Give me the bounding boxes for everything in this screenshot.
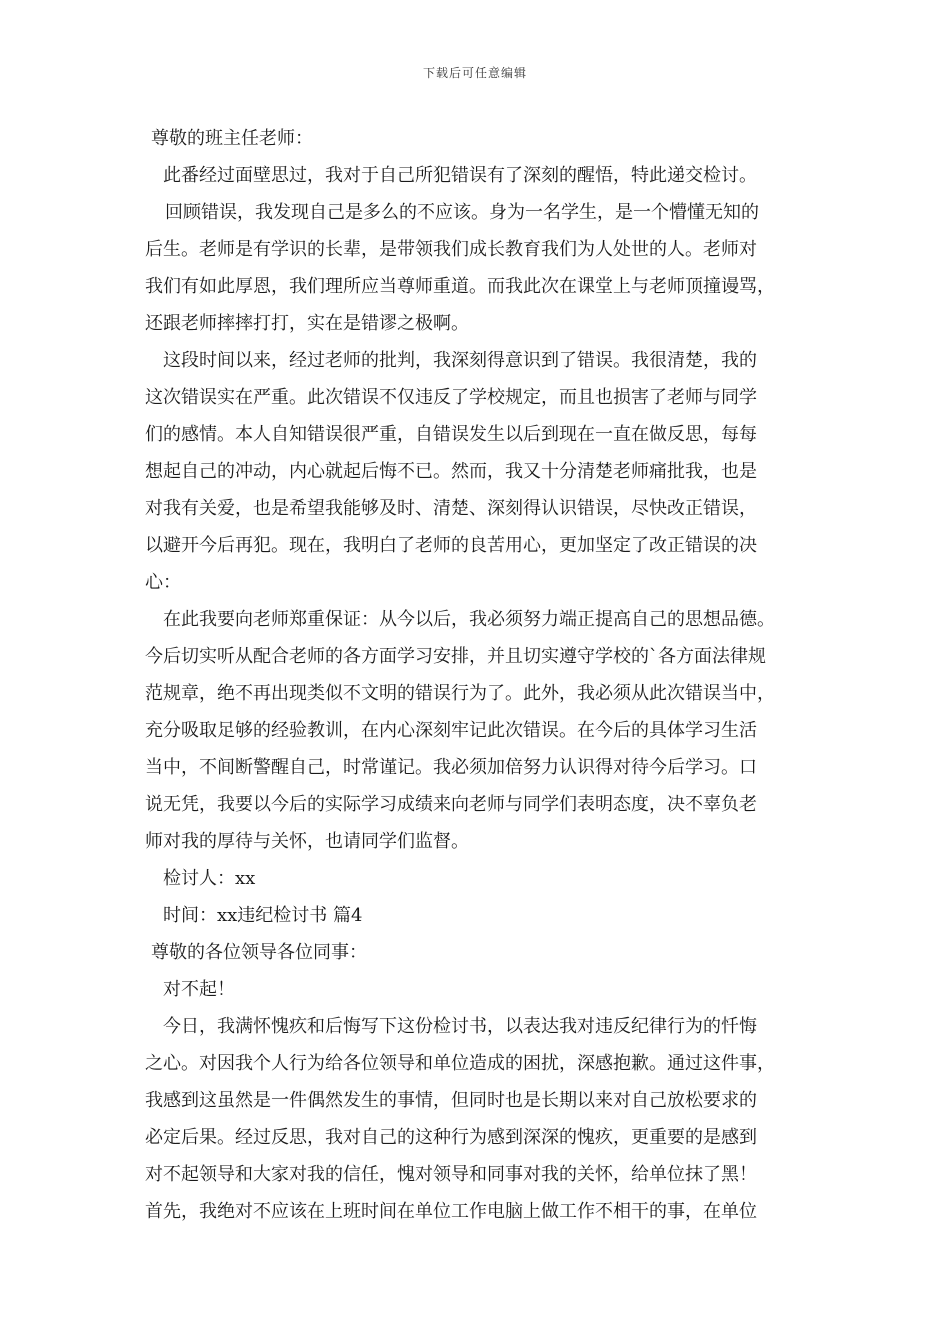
text-line: 充分吸取足够的经验教训，在内心深刻牢记此次错误。在今后的具体学习生活 <box>145 720 757 741</box>
text-line: 这段时间以来，经过老师的批判，我深刻得意识到了错误。我很清楚，我的 <box>163 350 757 371</box>
text-line: 当中，不间断警醒自己，时常谨记。我必须加倍努力认识得对待今后学习。口 <box>145 757 757 778</box>
text-line: 后生。老师是有学识的长辈，是带领我们成长教育我们为人处世的人。老师对 <box>145 239 757 260</box>
text-line: 我们有如此厚恩，我们理所应当尊师重道。而我此次在课堂上与老师顶撞谩骂， <box>145 276 775 297</box>
text-line: 检讨人：xx <box>163 868 256 889</box>
text-line: 必定后果。经过反思，我对自己的这种行为感到深深的愧疚，更重要的是感到 <box>145 1127 757 1148</box>
text-line: 们的感情。本人自知错误很严重，自错误发生以后到现在一直在做反思，每每 <box>145 424 757 445</box>
page-header-note: 下载后可任意编辑 <box>422 66 527 80</box>
text-line: 以避开今后再犯。现在，我明白了老师的良苦用心，更加坚定了改正错误的决 <box>145 535 757 556</box>
text-line: 首先，我绝对不应该在上班时间在单位工作电脑上做工作不相干的事，在单位 <box>145 1201 757 1222</box>
text-line: 对不起领导和大家对我的信任，愧对领导和同事对我的关怀，给单位抹了黑！ <box>145 1164 757 1185</box>
text-line: 回顾错误，我发现自己是多么的不应该。身为一名学生，是一个懵懂无知的 <box>165 202 759 223</box>
text-line: 此番经过面壁思过，我对于自己所犯错误有了深刻的醒悟，特此递交检讨。 <box>163 165 757 186</box>
text-line: 心： <box>145 572 181 593</box>
text-line: 今日，我满怀愧疚和后悔写下这份检讨书，以表达我对违反纪律行为的忏悔 <box>163 1016 757 1037</box>
text-line: 尊敬的各位领导各位同事： <box>151 942 367 963</box>
text-line: 说无凭，我要以今后的实际学习成绩来向老师与同学们表明态度，决不辜负老 <box>145 794 757 815</box>
text-line: 对我有关爱，也是希望我能够及时、清楚、深刻得认识错误，尽快改正错误， <box>145 498 757 519</box>
text-line: 尊敬的班主任老师： <box>151 128 313 149</box>
text-line: 这次错误实在严重。此次错误不仅违反了学校规定，而且也损害了老师与同学 <box>145 387 757 408</box>
text-line: 今后切实听从配合老师的各方面学习安排，并且切实遵守学校的`各方面法律规 <box>145 646 766 667</box>
text-line: 时间：xx违纪检讨书 篇4 <box>163 905 363 926</box>
text-line: 对不起！ <box>163 979 235 1000</box>
text-line: 范规章，绝不再出现类似不文明的错误行为了。此外，我必须从此次错误当中， <box>145 683 775 704</box>
text-line: 想起自己的冲动，内心就起后悔不已。然而，我又十分清楚老师痛批我，也是 <box>145 461 757 482</box>
text-line: 我感到这虽然是一件偶然发生的事情，但同时也是长期以来对自己放松要求的 <box>145 1090 757 1111</box>
text-line: 还跟老师摔摔打打，实在是错谬之极啊。 <box>145 313 469 334</box>
document-body <box>145 120 813 1230</box>
text-line: 之心。对因我个人行为给各位领导和单位造成的困扰，深感抱歉。通过这件事， <box>145 1053 775 1074</box>
text-line: 师对我的厚待与关怀，也请同学们监督。 <box>145 831 469 852</box>
text-line: 在此我要向老师郑重保证：从今以后，我必须努力端正提高自己的思想品德。 <box>163 609 775 630</box>
